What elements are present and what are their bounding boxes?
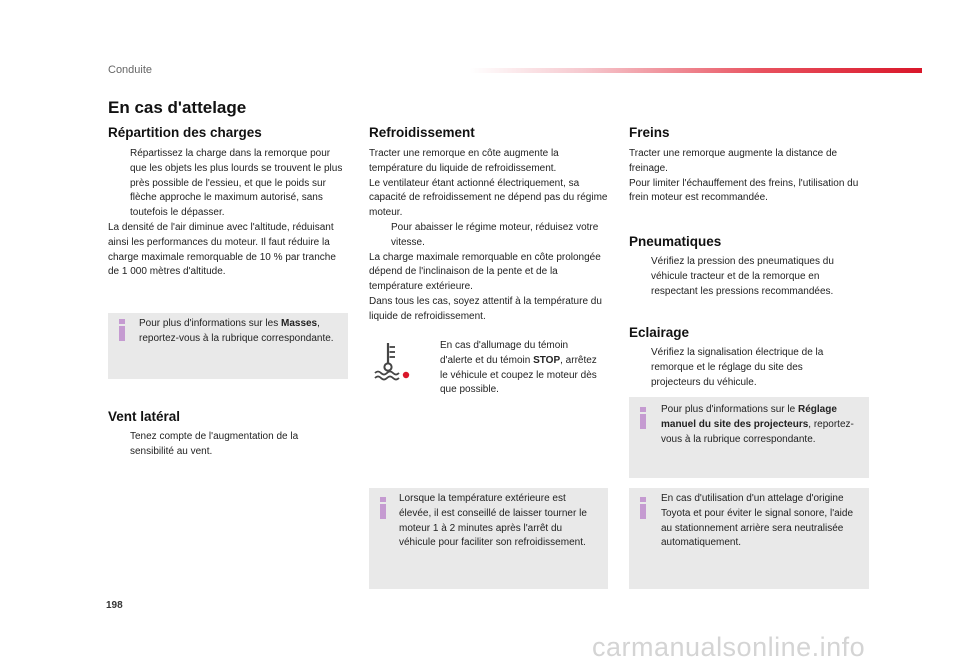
coolant-warning-text [418, 339, 600, 398]
info-text-cooling: Lorsque la température extérieure est élevée, il est conseillé de laisser tourner le moteur 1 à 2 minutes après l'arrêt du véhicule pour faciliter son refroidissement. [399, 493, 587, 549]
info-box-cooling [369, 488, 608, 589]
page-number: 198 [106, 600, 123, 611]
arrow-bullet-icon [369, 221, 391, 251]
list-item: Répartissez la charge dans la remorque pour que les objets les plus lourds se trouvent le plus près possible de l'essieu, et que le poids sur flèche approche le maximum autorisé, sans toutefois le dépasser. [108, 147, 348, 221]
brakes-text: Tracter une remorque augmente la distance de freinage. Pour limiter l'échauffement des freins, l'utilisation du frein moteur est recommandée. [629, 148, 859, 204]
list-item: Pour abaisser le régime moteur, réduisez votre vitesse. [369, 221, 611, 251]
watermark: carmanualsonline.info [592, 632, 866, 662]
info-icon [116, 319, 130, 341]
lighting-text [629, 346, 849, 390]
info-text-masses: Pour plus d'informations sur les Masses, reportez-vous à la rubrique correspondante. [139, 318, 334, 344]
arrow-bullet-icon [108, 147, 130, 221]
list-item: Vérifiez la signalisation électrique de la remorque et le réglage du site des projecteurs du véhicule. [629, 346, 849, 390]
heading-cooling: Refroidissement [369, 125, 475, 140]
heading-brakes: Freins [629, 125, 670, 140]
load-distribution-text [108, 147, 348, 280]
altitude-paragraph: La densité de l'air diminue avec l'altitude, réduisant ainsi les performances du moteur. Il faut réduire la charge maximale remorquable de 10 % par tranche de 1 000 mètres d'altitude. [108, 221, 336, 278]
info-icon [637, 497, 651, 519]
arrow-bullet-icon [418, 339, 440, 398]
cooling-text: Tracter une remorque en côte augmente la température du liquide de refroidissement. Le ventilateur étant actionné électriquement, sa capacité de refroidissement ne dépend pas du régime moteur. Pour abaisser le régime moteur, réduisez votre vitesse. La charge maximale remorquable en côte prolongée dépend de l'inclinaison de la pente et de la température extérieure. Dans tous les cas, soyez attentif à la température du liquide de refroidissement. [369, 147, 611, 325]
heading-crosswind: Vent latéral [108, 409, 181, 424]
arrow-bullet-icon [108, 430, 130, 460]
info-text-towbar: En cas d'utilisation d'un attelage d'origine Toyota et pour éviter le signal sonore, l'aide au stationnement arrière sera neutralisée automatiquement. [661, 493, 854, 549]
header-accent-bar [470, 68, 922, 73]
info-box-headlamp [629, 397, 869, 478]
arrow-bullet-icon [629, 255, 651, 299]
crosswind-text [108, 430, 338, 460]
info-text-headlamp: Pour plus d'informations sur le Réglage manuel du site des projecteurs, reportez-vous à la rubrique correspondante. [661, 404, 854, 445]
info-icon [637, 407, 651, 429]
heading-lighting: Eclairage [629, 325, 690, 340]
list-item: Tenez compte de l'augmentation de la sensibilité au vent. [108, 430, 338, 460]
list-item: En cas d'allumage du témoin d'alerte et du témoin STOP, arrêtez le véhicule et coupez le moteur dès que possible. [418, 339, 600, 398]
arrow-bullet-icon [629, 346, 651, 390]
info-box-masses [108, 313, 348, 379]
info-icon [377, 497, 391, 519]
heading-load-distribution: Répartition des charges [108, 125, 262, 140]
info-box-towbar [629, 488, 869, 589]
page-title: En cas d'attelage [108, 98, 247, 117]
heading-tyres: Pneumatiques [629, 234, 722, 249]
section-label: Conduite [108, 64, 153, 76]
tyres-text [629, 255, 867, 299]
list-item: Vérifiez la pression des pneumatiques du véhicule tracteur et de la remorque en respectant les pressions recommandées. [629, 255, 867, 299]
coolant-temperature-warning-icon [369, 337, 419, 387]
